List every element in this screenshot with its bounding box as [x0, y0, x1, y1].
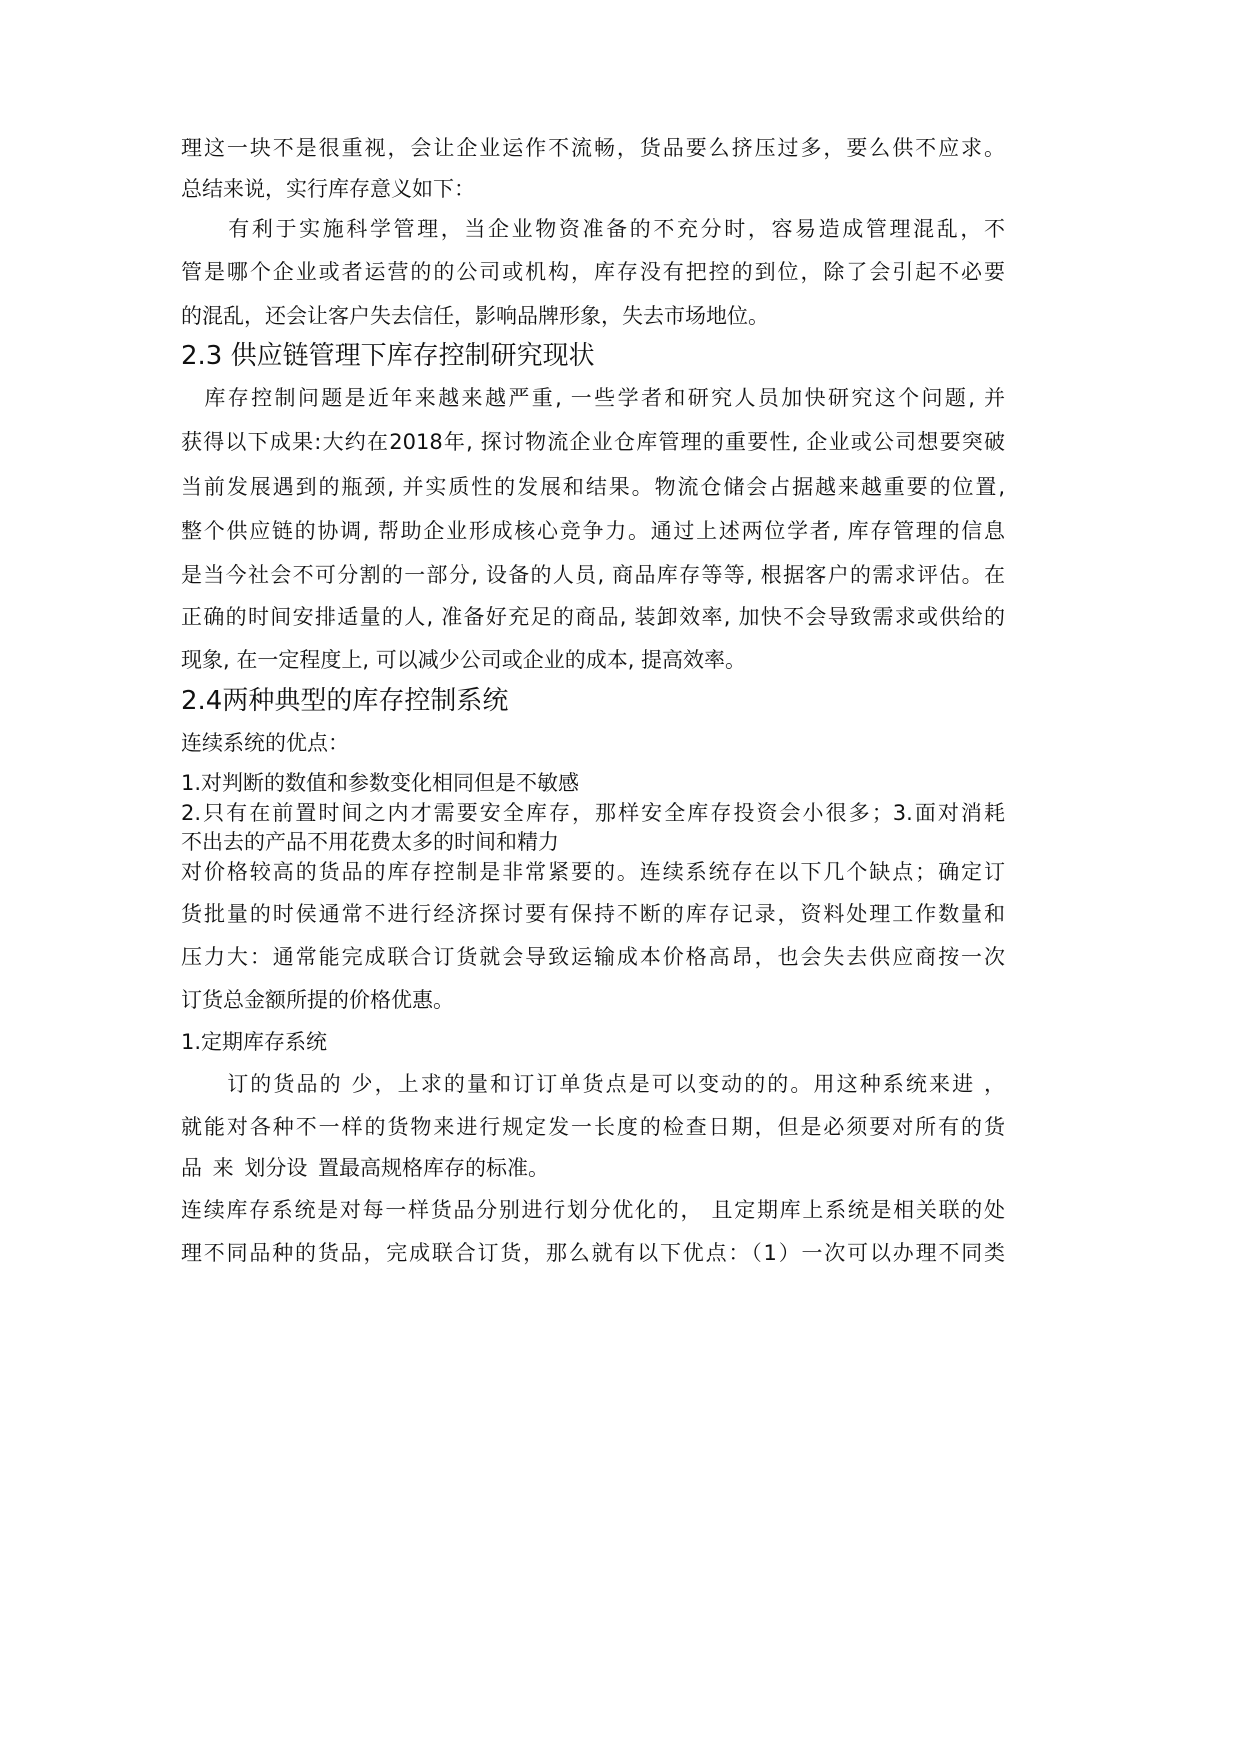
text-line: 总结来说，实行库存意义如下： — [181, 177, 475, 201]
text-line: 当前发展遇到的瓶颈, 并实质性的发展和结果。物流仓储会占据越来越重要的位置, — [181, 475, 1005, 499]
text-line: 对价格较高的货品的库存控制是非常紧要的。连续系统存在以下几个缺点；确定订 — [181, 860, 1005, 884]
text-line: 连续库存系统是对每一样货品分别进行划分优化的， 且定期库上系统是相关联的处 — [181, 1198, 1005, 1222]
list-item: 1.对判断的数值和参数变化相同但是不敏感 — [181, 771, 580, 795]
text-line: 货批量的时侯通常不进行经济探讨要有保持不断的库存记录，资料处理工作数量和 — [181, 902, 1005, 926]
section-heading-2-3: 2.3 供应链管理下库存控制研究现状 — [181, 341, 595, 371]
text-line: 理不同品种的货品，完成联合订货，那么就有以下优点：（1）一次可以办理不同类 — [181, 1241, 1005, 1265]
text-line: 就能对各种不一样的货物来进行规定发一长度的检查日期，但是必须要对所有的货 — [181, 1115, 1005, 1139]
text-line: 不出去的产品不用花费太多的时间和精力 — [181, 830, 559, 854]
text-line: 库存控制问题是近年来越来越严重, 一些学者和研究人员加快研究这个问题, 并 — [181, 386, 1005, 410]
text-line: 正确的时间安排适量的人, 准备好充足的商品, 装卸效率, 加快不会导致需求或供给的 — [181, 605, 1005, 629]
text-line: 理这一块不是很重视，会让企业运作不流畅，货品要么挤压过多，要么供不应求。 — [181, 136, 1005, 160]
text-line: 品 来 划分设 置最高规格库存的标准。 — [181, 1156, 550, 1180]
section-heading-2-4: 2.4两种典型的库存控制系统 — [181, 686, 509, 716]
text-line: 管是哪个企业或者运营的的公司或机构，库存没有把控的到位，除了会引起不必要 — [181, 260, 1005, 284]
text-line: 整个供应链的协调, 帮助企业形成核心竞争力。通过上述两位学者, 库存管理的信息 — [181, 519, 1005, 543]
text-line: 订的货品的 少，上求的量和订订单货点是可以变动的的。用这种系统来进 ， — [181, 1072, 1005, 1096]
subheading: 1.定期库存系统 — [181, 1030, 328, 1054]
text-line: 压力大：通常能完成联合订货就会导致运输成本价格高昂，也会失去供应商按一次 — [181, 945, 1005, 969]
list-item: 2.只有在前置时间之内才需要安全库存，那样安全库存投资会小很多；3.面对消耗 — [181, 801, 1005, 825]
text-line: 订货总金额所提的价格优惠。 — [181, 988, 454, 1012]
text-line: 是当今社会不可分割的一部分, 设备的人员, 商品库存等等, 根据客户的需求评估。在 — [181, 563, 1005, 587]
text-line: 获得以下成果:大约在2018年, 探讨物流企业仓库管理的重要性, 企业或公司想要突破 — [181, 430, 1005, 454]
text-line: 有利于实施科学管理，当企业物资准备的不充分时，容易造成管理混乱，不 — [181, 217, 1005, 241]
text-line: 连续系统的优点： — [181, 731, 349, 755]
text-line: 的混乱，还会让客户失去信任，影响品牌形象，失去市场地位。 — [181, 304, 769, 328]
text-line: 现象, 在一定程度上, 可以减少公司或企业的成本, 提高效率。 — [181, 648, 747, 672]
